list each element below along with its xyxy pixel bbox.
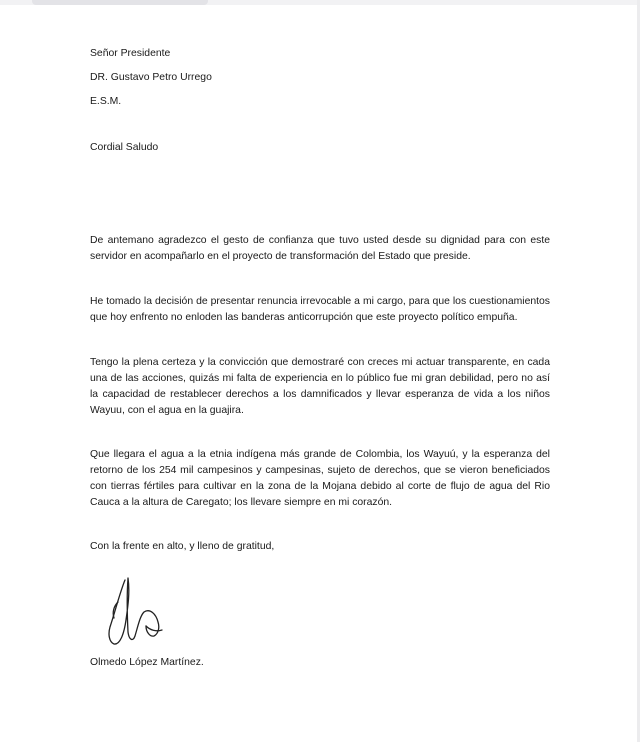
recipient-abbrev: E.S.M. xyxy=(90,96,122,107)
paragraph-resignation: He tomado la decisión de presentar renuncia irrevocable a mi cargo, para que los cuestionamientos que hoy enfrento no enloden las banderas anticorrupción que este proyecto político empuña. xyxy=(90,296,550,323)
recipient-name: DR. Gustavo Petro Urrego xyxy=(90,72,212,83)
paragraph-water: Que llegara el agua a la etnia indígena más grande de Colombia, los Wayuú, y la esperanza del retorno de los 254 mil campesinos y campesinas, sujeto de derechos, que se vieron beneficiados con tierras fértiles para cultivar en la zona de la Mojana debido al corte de flujo de agua del Rio Cauca a la altura de Caregato; los llevare siempre en mi corazón. xyxy=(90,449,550,508)
greeting: Cordial Saludo xyxy=(90,142,159,153)
viewer-tab-pill xyxy=(32,0,208,5)
closing-line: Con la frente en alto, y lleno de gratitud, xyxy=(90,541,275,552)
recipient-title: Señor Presidente xyxy=(90,48,171,59)
handwritten-signature xyxy=(100,572,170,652)
paragraph-certainty: Tengo la plena certeza y la convicción que demostraré con creces mi actuar transparente, en cada una de las acciones, quizás mi falta de experiencia en lo público fue mi gran debilidad, pero no así la capacidad de restablecer derechos a los damnificados y llevar esperanza de vida a los niños Wayuu, con el agua en la guajira. xyxy=(90,357,550,416)
signer-name: Olmedo López Martínez. xyxy=(90,657,204,668)
viewer-top-bar xyxy=(0,0,640,5)
paragraph-gratitude: De antemano agradezco el gesto de confianza que tuvo usted desde su dignidad para con este servidor en acompañarlo en el proyecto de transformación del Estado que preside. xyxy=(90,235,550,262)
